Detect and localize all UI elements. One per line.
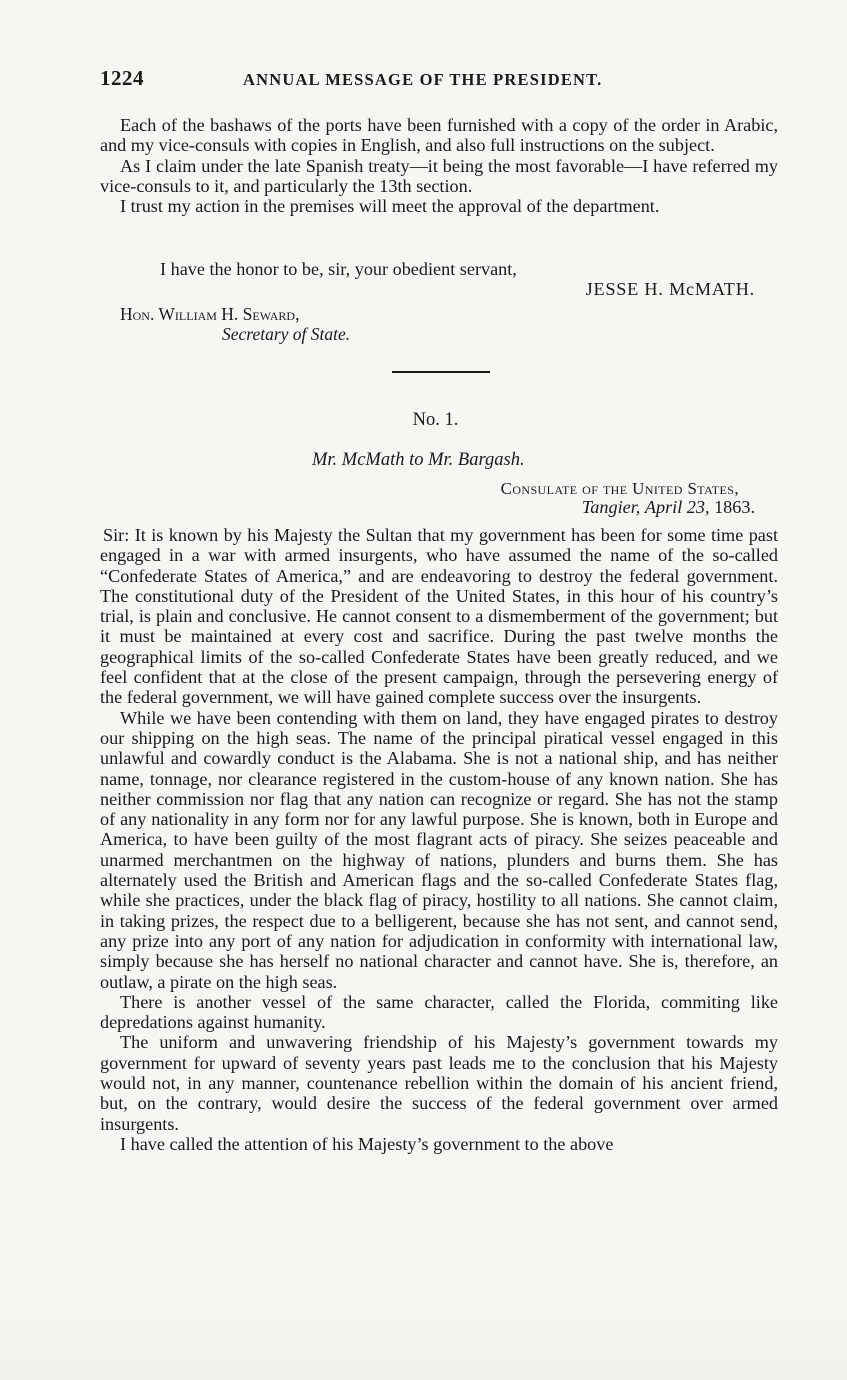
paragraph: I trust my action in the premises will meet the approval of the department.: [120, 196, 660, 217]
enclosure-number: No. 1.: [412, 410, 459, 430]
opening-text: [100, 115, 778, 216]
paragraph: Sir: It is known by his Majesty the Sultan that my government has been for some time past engaged in a war with armed insurgents, who have assumed the name of the so-called “Confederate States of America,” and are endeavoring to destroy the federal government. The constitutional duty of the President of the United States, in this hour of his country’s trial, is plain and conclusive. He cannot consent to a dismemberment of the government; but it must be maintained at every cost and sacrifice. During the past twelve months the geographical limits of the so-called Confederate States have been greatly reduced, and we feel confident that at the close of the present campaign, through the persevering energy of the federal government, we will have gained complete success over the insurgents.: [100, 525, 778, 708]
closing-line: I have the honor to be, sir, your obedient servant,: [160, 259, 517, 279]
paragraph: The uniform and unwavering friendship of his Majesty’s government towards my government for upward of seventy years past leads me to the conclusion that his Majesty would not, in any manner, countenance rebellion within the domain of his ancient friend, but, on the contrary, would desire the success of the federal government over armed insurgents.: [100, 1032, 778, 1134]
dateline-year: 1863.: [714, 497, 755, 517]
letter-body: [100, 525, 778, 1154]
section-divider: [392, 371, 490, 373]
page-margin: [0, 1300, 847, 1380]
paragraph: Each of the bashaws of the ports have been furnished with a copy of the order in Arabic, and my vice-consuls with copies in English, and also full instructions on the subject.: [100, 115, 778, 156]
paragraph: While we have been contending with them on land, they have engaged pirates to destroy our shipping on the high seas. The name of the principal piratical vessel engaged in this unlawful and cowardly conduct is the Alabama. She is not a national ship, and has neither name, tonnage, nor clearance registered in the custom-house of any known nation. She has neither commission nor flag that any nation can recognize or regard. She has not the stamp of any nationality in any form nor for any lawful purpose. She is known, both in Europe and America, to have been guilty of the most flagrant acts of piracy. She seizes peaceable and unarmed merchantmen on the highway of nations, plunders and burns them. She has alternately used the British and American flags and the so-called Confederate States flag, while she practices, under the black flag of piracy, hostility to all nations. She cannot claim, in taking prizes, the respect due to a belligerent, because she has not sent, and cannot send, any prize into any port of any nation for adjudication in conformity with international law, simply because she has herself no national character and cannot have. She is, therefore, an outlaw, a pirate on the high seas.: [100, 707, 778, 992]
paragraph: I have called the attention of his Majesty’s government to the above: [120, 1133, 614, 1154]
dateline: [582, 497, 755, 518]
running-head: [100, 66, 780, 96]
dateline-place: Tangier,: [581, 497, 641, 517]
running-title: ANNUAL MESSAGE OF THE PRESIDENT.: [243, 70, 603, 89]
dateline-date: April 23,: [644, 497, 710, 517]
signature: JESSE H. McMATH.: [585, 279, 755, 299]
addressee-title: Secretary of State.: [222, 324, 351, 344]
consulate-line: Consulate of the United States,: [500, 479, 739, 498]
paragraph: As I claim under the late Spanish treaty—it being the most favorable—I have referred my vice-consuls to it, and particularly the 13th section.: [100, 155, 778, 196]
addressee-name: Hon. William H. Seward,: [120, 304, 300, 324]
page-number: 1224: [100, 66, 144, 90]
paragraph: There is another vessel of the same character, called the Florida, commiting like depredations against humanity.: [100, 991, 778, 1033]
letter-heading: Mr. McMath to Mr. Bargash.: [312, 450, 525, 470]
